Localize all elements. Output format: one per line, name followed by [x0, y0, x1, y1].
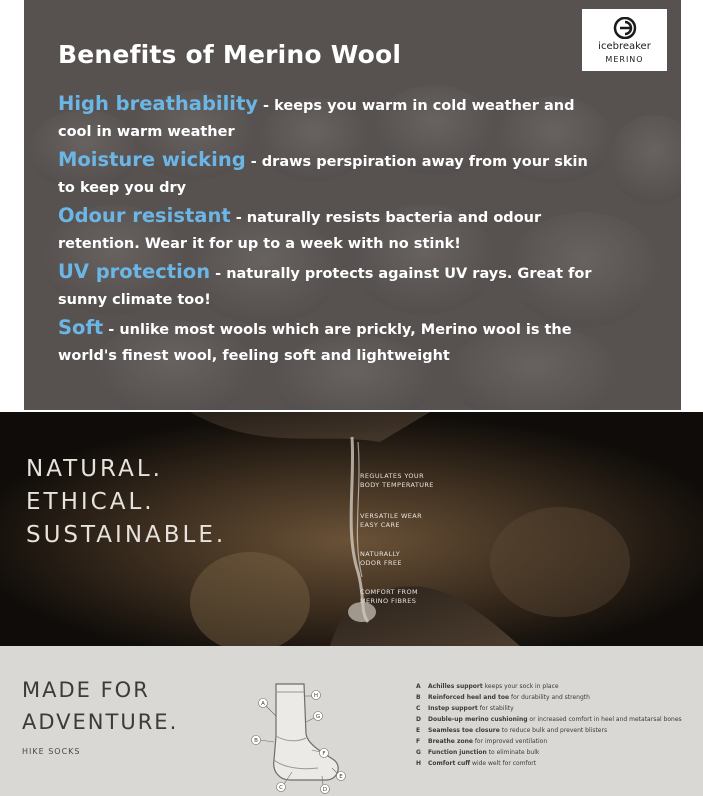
legend-item-b: [416, 694, 590, 701]
heading-adventure: ADVENTURE.: [22, 710, 179, 734]
logo-sub-text: MERINO: [605, 55, 644, 64]
legend-feature: Achilles support: [428, 683, 483, 690]
feature-line: BODY TEMPERATURE: [360, 481, 434, 489]
benefit-uv-protection: [58, 259, 658, 313]
logo-brand-text: icebreaker: [598, 41, 651, 52]
legend-item-f: [416, 738, 547, 745]
icebreaker-logo-icon: [612, 17, 638, 39]
legend-feature: Function junction: [428, 749, 487, 756]
legend-item-d: [416, 716, 682, 723]
benefit-breathability: [58, 91, 658, 145]
legend-feature: Seamless toe closure: [428, 727, 500, 734]
benefit-desc: - naturally protects against UV rays. Great for: [210, 266, 592, 282]
benefit-term: Odour resistant: [58, 204, 231, 227]
feature-comfort: [360, 588, 480, 606]
benefit-desc-cont: retention. Wear it for up to a week with no stink!: [58, 236, 461, 252]
tagline-ethical: ETHICAL.: [26, 489, 155, 515]
page-title: Benefits of Merino Wool: [58, 40, 402, 69]
category-label: HIKE SOCKS: [22, 747, 81, 756]
sock-label-f: F: [322, 751, 326, 757]
benefit-desc: - naturally resists bacteria and odour: [230, 210, 542, 226]
benefit-term: Moisture wicking: [58, 148, 246, 171]
legend-feature: Reinforced heel and toe: [428, 694, 510, 701]
legend-feature: Instep support: [428, 705, 478, 712]
feature-temperature: [360, 472, 480, 490]
feature-line: ODOR FREE: [360, 559, 402, 567]
legend-key: H: [416, 760, 422, 767]
legend-feature: Double-up merino cushioning: [428, 716, 528, 723]
benefit-term: UV protection: [58, 260, 211, 283]
merino-benefits-panel: [24, 0, 681, 410]
benefit-soft: [58, 315, 658, 369]
benefit-desc: - keeps you warm in cold weather and: [258, 98, 575, 114]
feature-odor-free: [360, 550, 480, 568]
legend-key: B: [416, 694, 421, 701]
legend-item-a: [416, 683, 559, 690]
sock-label-h: H: [313, 693, 319, 699]
sock-label-g: G: [315, 714, 321, 720]
legend-desc: wide welt for comfort: [470, 760, 537, 767]
legend-item-c: [416, 705, 514, 712]
sock-label-c: C: [279, 785, 283, 791]
benefit-term: High breathability: [58, 92, 258, 115]
legend-feature: Breathe zone: [428, 738, 473, 745]
legend-key: F: [416, 738, 421, 745]
legend-item-g: [416, 749, 539, 756]
natural-ethical-banner: [0, 412, 703, 646]
feature-line: EASY CARE: [360, 521, 400, 529]
feature-line: VERSATILE WEAR: [360, 512, 423, 520]
benefit-desc: - draws perspiration away from your skin: [245, 154, 588, 170]
sock-label-d: D: [322, 787, 328, 793]
legend-key: A: [416, 683, 421, 690]
legend-key: G: [416, 749, 421, 756]
tagline-sustainable: SUSTAINABLE.: [26, 522, 227, 548]
feature-line: MERINO FIBRES: [360, 597, 417, 605]
legend-key: C: [416, 705, 421, 712]
benefit-desc-cont: world's finest wool, feeling soft and lightweight: [58, 348, 450, 364]
benefit-moisture-wicking: [58, 147, 658, 201]
feature-line: COMFORT FROM: [360, 588, 418, 596]
benefit-desc-cont: cool in warm weather: [58, 124, 235, 140]
legend-desc: to eliminate bulk: [486, 749, 540, 756]
benefit-desc-cont: sunny climate too!: [58, 292, 211, 308]
icebreaker-logo: [582, 9, 667, 71]
legend-desc: for improved ventilation: [472, 738, 548, 745]
heading-made-for: MADE FOR: [22, 678, 150, 702]
tagline-natural: NATURAL.: [26, 456, 163, 482]
legend-desc: for stability: [477, 705, 514, 712]
legend-item-h: [416, 760, 536, 767]
benefit-odour-resistant: [58, 203, 658, 257]
benefit-desc-cont: to keep you dry: [58, 180, 187, 196]
benefit-desc: - unlike most wools which are prickly, Merino wool is the: [103, 322, 572, 338]
legend-desc: keeps your sock in place: [482, 683, 559, 690]
hike-socks-panel: [0, 646, 703, 796]
feature-versatile: [360, 512, 480, 530]
feature-line: NATURALLY: [360, 550, 401, 558]
legend-desc: for durability and strength: [509, 694, 590, 701]
legend-item-e: [416, 727, 607, 734]
legend-feature: Comfort cuff: [428, 760, 471, 767]
sock-label-a: A: [261, 701, 265, 707]
sock-label-b: B: [254, 738, 258, 744]
sock-label-e: E: [339, 774, 343, 780]
sock-diagram: [246, 676, 354, 794]
legend-key: D: [416, 716, 421, 723]
legend-desc: or increased comfort in heel and metatarsal bones: [527, 716, 682, 723]
feature-line: REGULATES YOUR: [360, 472, 425, 480]
legend-desc: to reduce bulk and prevent blisters: [499, 727, 608, 734]
legend-key: E: [416, 727, 421, 734]
benefit-term: Soft: [58, 316, 104, 339]
